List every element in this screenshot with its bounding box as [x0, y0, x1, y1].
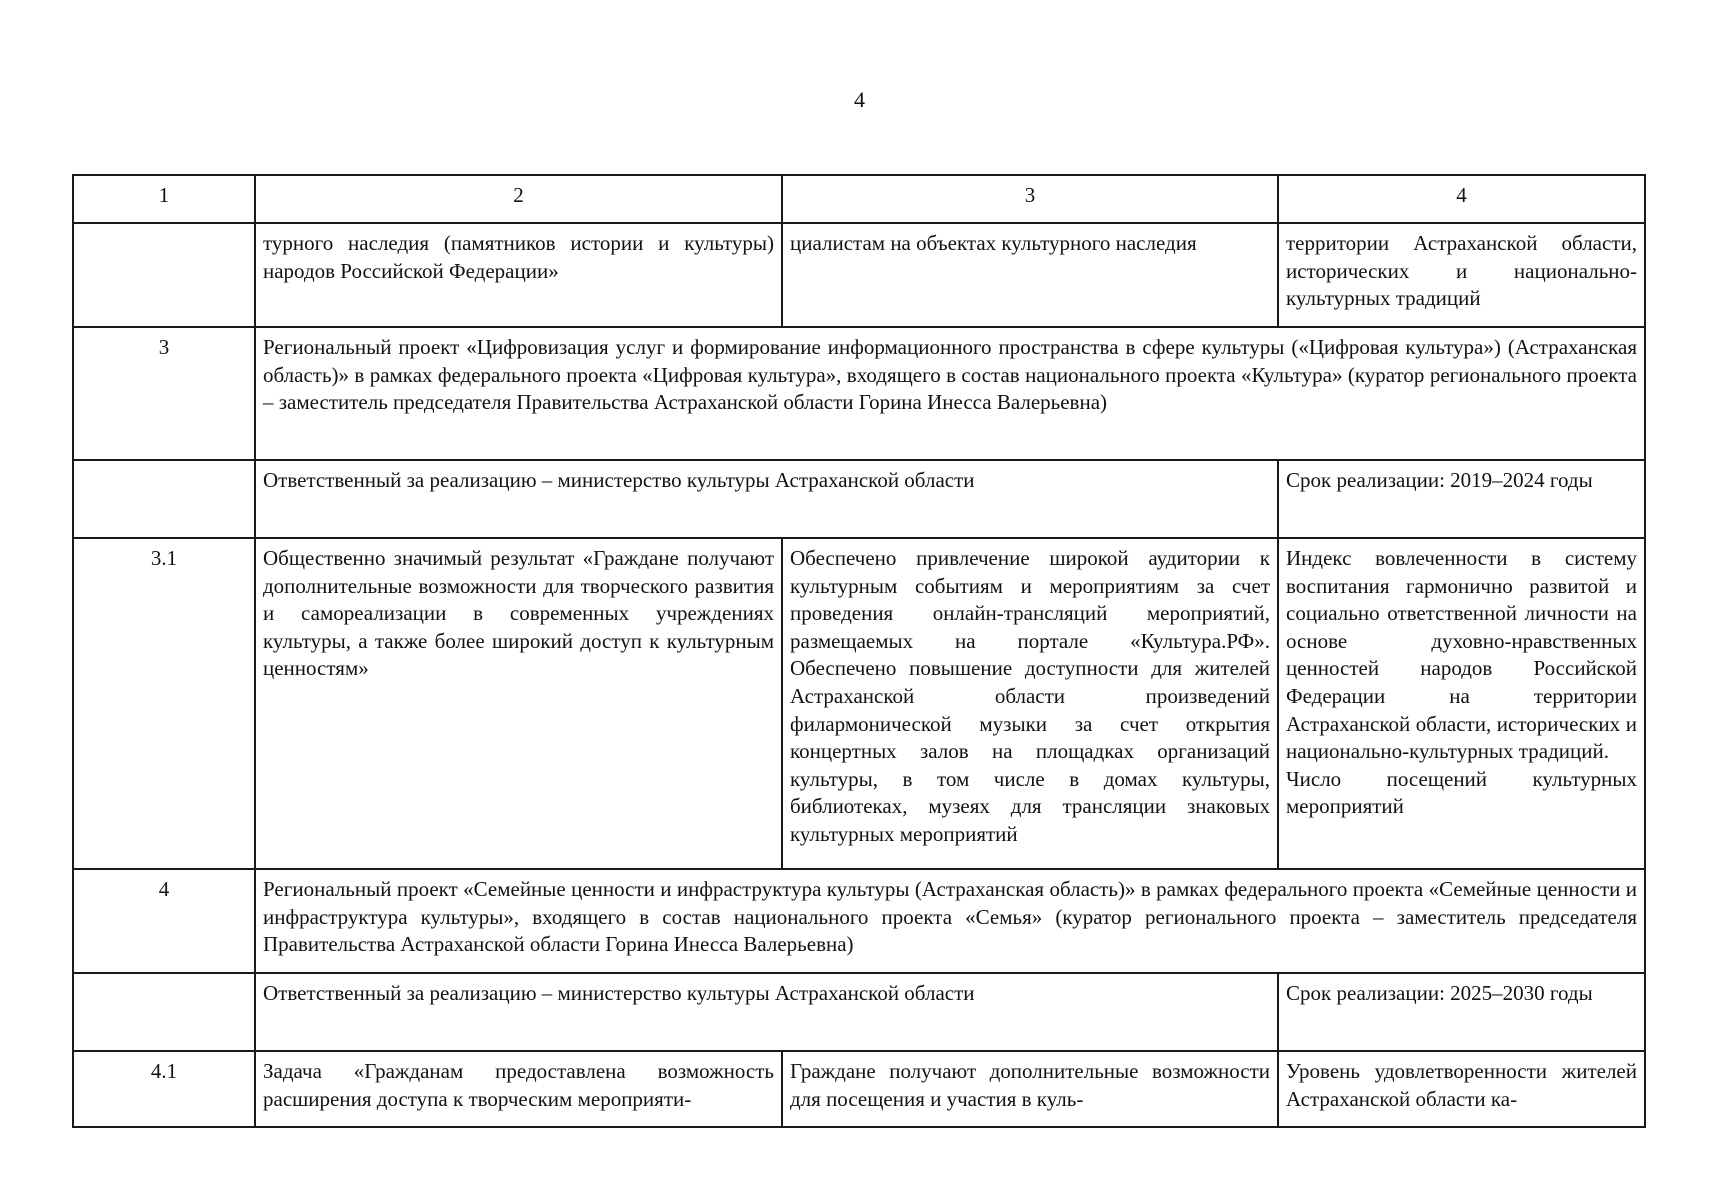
header-cell-3: 3	[782, 175, 1278, 223]
continuation-col3-cell: циалистам на объектах культурного наследия	[782, 223, 1278, 327]
section-3-empty-cell	[73, 460, 255, 538]
table-row-section-3	[73, 327, 1645, 460]
row-3-1-indicators	[1278, 538, 1645, 869]
continuation-col2-cell: турного наследия (памятников истории и культуры) народов Российской Федерации»	[255, 223, 782, 327]
plan-table	[72, 174, 1646, 1128]
section-3-title: Региональный проект «Цифровизация услуг и формирование информационного пространства в сфере культуры («Цифровая культура») (Астраханская область)» в рамках федерального проекта «Цифровая культура», входящего в состав национального проекта «Культура» (куратор регионального проекта – заместитель председателя Правительства Астраханской области Горина Инесса Валерьевна)	[255, 327, 1645, 460]
table-row-section-3-responsible	[73, 460, 1645, 538]
header-cell-4: 4	[1278, 175, 1645, 223]
section-3-number: 3	[73, 327, 255, 460]
row-3-1-indicator-1: Индекс вовлеченности в систему воспитания гармонично развитой и социально ответственной личности на основе духовно-нравственных ценностей народов Российской Федерации на территории Астраханской области, исторических и национально-культурных традиций.	[1286, 546, 1637, 764]
continuation-number-cell	[73, 223, 255, 327]
section-4-responsible: Ответственный за реализацию – министерство культуры Астраханской области	[255, 973, 1278, 1051]
section-3-term: Срок реализации: 2019–2024 годы	[1278, 460, 1645, 538]
table-row-4-1	[73, 1051, 1645, 1127]
row-3-1-number: 3.1	[73, 538, 255, 869]
header-cell-2: 2	[255, 175, 782, 223]
row-3-1-description: Обеспечено привлечение широкой аудитории к культурным событиям и мероприятиям за счет проведения онлайн-трансляций мероприятий, размещаемых на портале «Культура.РФ». Обеспечено повышение доступности для жителей Астраханской области произведений филармонической музыки за счет открытия концертных залов на площадках организаций культуры, в том числе в домах культуры, библиотеках, музеях для трансляции знаковых культурных мероприятий	[782, 538, 1278, 869]
row-4-1-description: Граждане получают дополнительные возможности для посещения и участия в куль-	[782, 1051, 1278, 1127]
section-4-empty-cell	[73, 973, 255, 1051]
table-header-row	[73, 175, 1645, 223]
section-3-responsible: Ответственный за реализацию – министерство культуры Астраханской области	[255, 460, 1278, 538]
row-4-1-task: Задача «Гражданам предоставлена возможность расширения доступа к творческим мероприяти-	[255, 1051, 782, 1127]
row-3-1-indicator-2: Число посещений культурных мероприятий	[1286, 766, 1637, 819]
header-cell-1: 1	[73, 175, 255, 223]
table-row-continuation	[73, 223, 1645, 327]
row-4-1-indicator: Уровень удовлетворенности жителей Астраханской области ка-	[1278, 1051, 1645, 1127]
continuation-col4-cell: территории Астраханской области, исторических и национально-культурных традиций	[1278, 223, 1645, 327]
section-4-title: Региональный проект «Семейные ценности и инфраструктура культуры (Астраханская область)» в рамках федерального проекта «Семейные ценности и инфраструктура культуры», входящего в состав национального проекта «Семья» (куратор регионального проекта – заместитель председателя Правительства Астраханской области Горина Инесса Валерьевна)	[255, 869, 1645, 973]
section-4-term: Срок реализации: 2025–2030 годы	[1278, 973, 1645, 1051]
row-3-1-result: Общественно значимый результат «Граждане получают дополнительные возможности для творческого развития и самореализации в современных учреждениях культуры, а также более широкий доступ к культурным ценностям»	[255, 538, 782, 869]
table-row-3-1	[73, 538, 1645, 869]
section-4-number: 4	[73, 869, 255, 973]
table-row-section-4	[73, 869, 1645, 973]
table-row-section-4-responsible	[73, 973, 1645, 1051]
page-number: 4	[854, 87, 865, 112]
row-4-1-number: 4.1	[73, 1051, 255, 1127]
